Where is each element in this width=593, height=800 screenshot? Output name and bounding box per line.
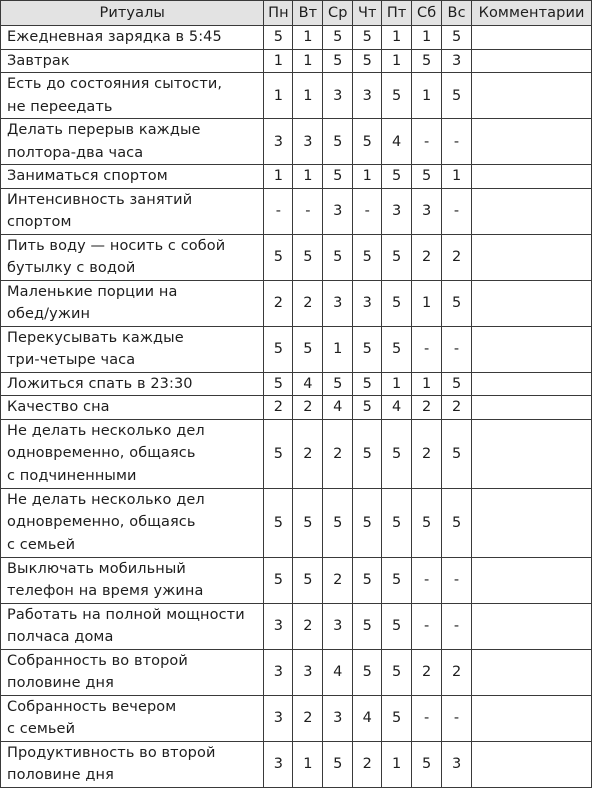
header-rituals: Ритуалы — [1, 1, 264, 26]
score-tue: 1 — [293, 741, 323, 787]
score-tue: 5 — [293, 234, 323, 280]
table-row — [1, 73, 592, 119]
score-tue: 2 — [293, 280, 323, 326]
score-sat: 3 — [412, 188, 442, 234]
score-sun: - — [442, 557, 472, 603]
score-sat: 5 — [412, 488, 442, 557]
comment-cell[interactable] — [472, 234, 592, 280]
ritual-line: с подчиненными — [7, 467, 137, 484]
score-mon: 1 — [264, 49, 293, 73]
score-mon: 3 — [264, 119, 293, 165]
ritual-cell — [1, 396, 264, 420]
ritual-cell — [1, 557, 264, 603]
header-mon: Пн — [264, 1, 293, 26]
score-fri: 5 — [382, 73, 412, 119]
score-fri: 4 — [382, 119, 412, 165]
table-row — [1, 26, 592, 50]
score-thu: 2 — [353, 741, 382, 787]
score-mon: 5 — [264, 372, 293, 396]
score-thu: 5 — [353, 603, 382, 649]
score-wed: 4 — [323, 396, 353, 420]
score-wed: 5 — [323, 49, 353, 73]
score-mon: 5 — [264, 557, 293, 603]
score-wed: 5 — [323, 165, 353, 189]
ritual-line: полчаса дома — [7, 629, 114, 645]
header-fri: Пт — [382, 1, 412, 26]
score-sun: - — [442, 326, 472, 372]
score-thu: 5 — [353, 26, 382, 50]
table-row — [1, 49, 592, 73]
score-wed: 3 — [323, 603, 353, 649]
score-thu: 5 — [353, 396, 382, 420]
ritual-cell — [1, 73, 264, 119]
header-sun: Вс — [442, 1, 472, 26]
table-row — [1, 741, 592, 787]
comment-cell[interactable] — [472, 119, 592, 165]
score-thu: 5 — [353, 557, 382, 603]
score-mon: 5 — [264, 488, 293, 557]
ritual-line: с семьей — [7, 721, 76, 737]
score-tue: - — [293, 188, 323, 234]
ritual-line: обед/ужин — [7, 306, 91, 322]
comment-cell[interactable] — [472, 741, 592, 787]
ritual-cell — [1, 372, 264, 396]
comment-cell[interactable] — [472, 165, 592, 189]
comment-cell[interactable] — [472, 73, 592, 119]
score-sat: 5 — [412, 741, 442, 787]
score-tue: 2 — [293, 396, 323, 420]
score-sat: 1 — [412, 73, 442, 119]
ritual-line: Выключать мобильный — [7, 560, 186, 577]
ritual-line: Перекусывать каждые — [7, 329, 184, 346]
score-fri: 5 — [382, 234, 412, 280]
ritual-line: Есть до состояния сытости, — [7, 76, 223, 92]
score-sat: 2 — [412, 234, 442, 280]
score-fri: 1 — [382, 49, 412, 73]
score-tue: 5 — [293, 488, 323, 557]
score-thu: 5 — [353, 419, 382, 488]
comment-cell[interactable] — [472, 372, 592, 396]
score-sat: 5 — [412, 165, 442, 189]
score-wed: 2 — [323, 557, 353, 603]
score-tue: 1 — [293, 73, 323, 119]
score-sun: 5 — [442, 73, 472, 119]
score-wed: 1 — [323, 326, 353, 372]
score-tue: 1 — [293, 26, 323, 50]
score-sat: 2 — [412, 396, 442, 420]
score-wed: 5 — [323, 234, 353, 280]
score-sat: 1 — [412, 26, 442, 50]
score-thu: 5 — [353, 49, 382, 73]
score-wed: 2 — [323, 419, 353, 488]
score-sun: 3 — [442, 49, 472, 73]
score-sat: 1 — [412, 372, 442, 396]
ritual-line: Завтрак — [7, 52, 70, 69]
score-sun: 1 — [442, 165, 472, 189]
score-tue: 5 — [293, 326, 323, 372]
score-thu: 5 — [353, 234, 382, 280]
score-fri: 1 — [382, 741, 412, 787]
score-mon: 2 — [264, 280, 293, 326]
score-sun: 3 — [442, 741, 472, 787]
score-fri: 5 — [382, 695, 412, 741]
score-sun: 5 — [442, 26, 472, 50]
header-wed: Ср — [323, 1, 353, 26]
ritual-line: бутылку с водой — [7, 260, 136, 276]
table-row — [1, 695, 592, 741]
table-row — [1, 649, 592, 695]
score-sun: 5 — [442, 372, 472, 396]
ritual-cell — [1, 741, 264, 787]
ritual-line: Качество сна — [7, 399, 110, 415]
score-sat: 5 — [412, 49, 442, 73]
table-row — [1, 280, 592, 326]
score-sun: 2 — [442, 649, 472, 695]
score-mon: - — [264, 188, 293, 234]
score-sun: 5 — [442, 280, 472, 326]
ritual-cell — [1, 234, 264, 280]
ritual-line: одновременно, общаясь — [7, 445, 196, 462]
score-sun: - — [442, 603, 472, 649]
ritual-line: с семьей — [7, 536, 76, 553]
ritual-line: Маленькие порции на — [7, 283, 178, 300]
ritual-line: полтора-два часа — [7, 144, 144, 161]
score-thu: 1 — [353, 165, 382, 189]
score-tue: 3 — [293, 119, 323, 165]
score-sat: 2 — [412, 649, 442, 695]
score-tue: 5 — [293, 557, 323, 603]
score-wed: 5 — [323, 26, 353, 50]
score-thu: - — [353, 188, 382, 234]
score-mon: 5 — [264, 234, 293, 280]
table-row — [1, 557, 592, 603]
score-mon: 3 — [264, 741, 293, 787]
comment-cell[interactable] — [472, 649, 592, 695]
score-wed: 3 — [323, 188, 353, 234]
score-tue: 1 — [293, 165, 323, 189]
ritual-line: спортом — [7, 214, 72, 230]
score-fri: 4 — [382, 396, 412, 420]
ritual-line: Делать перерыв каждые — [7, 122, 201, 138]
score-sat: - — [412, 695, 442, 741]
score-fri: 5 — [382, 488, 412, 557]
ritual-line: Интенсивность занятий — [7, 191, 193, 208]
score-thu: 3 — [353, 73, 382, 119]
score-thu: 5 — [353, 488, 382, 557]
table-row — [1, 396, 592, 420]
score-sun: 2 — [442, 396, 472, 420]
score-sat: 2 — [412, 419, 442, 488]
comment-cell[interactable] — [472, 280, 592, 326]
ritual-line: Собранность во второй — [7, 652, 188, 669]
score-thu: 5 — [353, 649, 382, 695]
ritual-line: Продуктивность во второй — [7, 744, 216, 761]
ritual-line: одновременно, общаясь — [7, 514, 196, 531]
table-row — [1, 234, 592, 280]
ritual-line: Ложиться спать в 23:30 — [7, 375, 193, 392]
ritual-cell — [1, 419, 264, 488]
ritual-line: Не делать несколько дел — [7, 491, 205, 508]
score-sun: 5 — [442, 419, 472, 488]
score-fri: 5 — [382, 326, 412, 372]
score-thu: 3 — [353, 280, 382, 326]
ritual-line: Собранность вечером — [7, 698, 177, 715]
score-tue: 2 — [293, 695, 323, 741]
ritual-cell — [1, 26, 264, 50]
comment-cell[interactable] — [472, 326, 592, 372]
ritual-line: три-четыре часа — [7, 352, 136, 368]
score-sun: 5 — [442, 488, 472, 557]
score-fri: 5 — [382, 280, 412, 326]
score-wed: 5 — [323, 741, 353, 787]
score-mon: 1 — [264, 165, 293, 189]
score-sun: - — [442, 119, 472, 165]
score-mon: 2 — [264, 396, 293, 420]
score-fri: 5 — [382, 419, 412, 488]
score-fri: 1 — [382, 372, 412, 396]
ritual-cell — [1, 165, 264, 189]
score-wed: 5 — [323, 488, 353, 557]
score-fri: 5 — [382, 165, 412, 189]
score-fri: 3 — [382, 188, 412, 234]
ritual-cell — [1, 695, 264, 741]
score-tue: 4 — [293, 372, 323, 396]
comment-cell[interactable] — [472, 603, 592, 649]
ritual-line: половине дня — [7, 767, 114, 783]
score-thu: 4 — [353, 695, 382, 741]
score-tue: 1 — [293, 49, 323, 73]
header-row — [1, 1, 592, 26]
ritual-cell — [1, 119, 264, 165]
score-tue: 3 — [293, 649, 323, 695]
score-sat: - — [412, 326, 442, 372]
score-fri: 5 — [382, 649, 412, 695]
comment-cell[interactable] — [472, 49, 592, 73]
score-mon: 3 — [264, 649, 293, 695]
comment-cell[interactable] — [472, 695, 592, 741]
score-fri: 5 — [382, 603, 412, 649]
ritual-cell — [1, 188, 264, 234]
table-row — [1, 165, 592, 189]
score-sun: - — [442, 695, 472, 741]
score-wed: 4 — [323, 649, 353, 695]
table-row — [1, 603, 592, 649]
ritual-cell — [1, 280, 264, 326]
score-thu: 5 — [353, 119, 382, 165]
score-wed: 3 — [323, 695, 353, 741]
ritual-cell — [1, 49, 264, 73]
score-mon: 3 — [264, 695, 293, 741]
comment-cell[interactable] — [472, 557, 592, 603]
ritual-line: Ежедневная зарядка в 5:45 — [7, 29, 222, 45]
score-mon: 3 — [264, 603, 293, 649]
score-wed: 3 — [323, 280, 353, 326]
header-tue: Вт — [293, 1, 323, 26]
score-sat: - — [412, 557, 442, 603]
ritual-line: не переедать — [7, 98, 113, 115]
comment-cell[interactable] — [472, 188, 592, 234]
comment-cell[interactable] — [472, 396, 592, 420]
ritual-line: Заниматься спортом — [7, 168, 168, 184]
ritual-cell — [1, 603, 264, 649]
score-wed: 3 — [323, 73, 353, 119]
score-sat: 1 — [412, 280, 442, 326]
score-fri: 5 — [382, 557, 412, 603]
score-mon: 5 — [264, 419, 293, 488]
score-thu: 5 — [353, 372, 382, 396]
ritual-cell — [1, 649, 264, 695]
score-sat: - — [412, 603, 442, 649]
ritual-cell — [1, 488, 264, 557]
header-sat: Сб — [412, 1, 442, 26]
header-comments: Комментарии — [472, 1, 592, 26]
ritual-line: Пить воду — носить с собой — [7, 237, 226, 254]
ritual-line: телефон на время ужина — [7, 583, 204, 599]
ritual-line: Не делать несколько дел — [7, 422, 205, 439]
comment-cell[interactable] — [472, 488, 592, 557]
score-thu: 5 — [353, 326, 382, 372]
score-wed: 5 — [323, 372, 353, 396]
table-row — [1, 188, 592, 234]
table-row — [1, 488, 592, 557]
score-mon: 5 — [264, 26, 293, 50]
score-sun: - — [442, 188, 472, 234]
table-row — [1, 326, 592, 372]
score-tue: 2 — [293, 419, 323, 488]
ritual-line: Работать на полной мощности — [7, 606, 245, 623]
table-body — [1, 26, 592, 788]
comment-cell[interactable] — [472, 26, 592, 50]
score-sun: 2 — [442, 234, 472, 280]
score-sat: - — [412, 119, 442, 165]
header-thu: Чт — [353, 1, 382, 26]
score-wed: 5 — [323, 119, 353, 165]
score-mon: 5 — [264, 326, 293, 372]
score-mon: 1 — [264, 73, 293, 119]
table-row — [1, 119, 592, 165]
table-row — [1, 372, 592, 396]
score-tue: 2 — [293, 603, 323, 649]
table-row — [1, 419, 592, 488]
ritual-cell — [1, 326, 264, 372]
score-fri: 1 — [382, 26, 412, 50]
ritual-line: половине дня — [7, 675, 114, 691]
comment-cell[interactable] — [472, 419, 592, 488]
